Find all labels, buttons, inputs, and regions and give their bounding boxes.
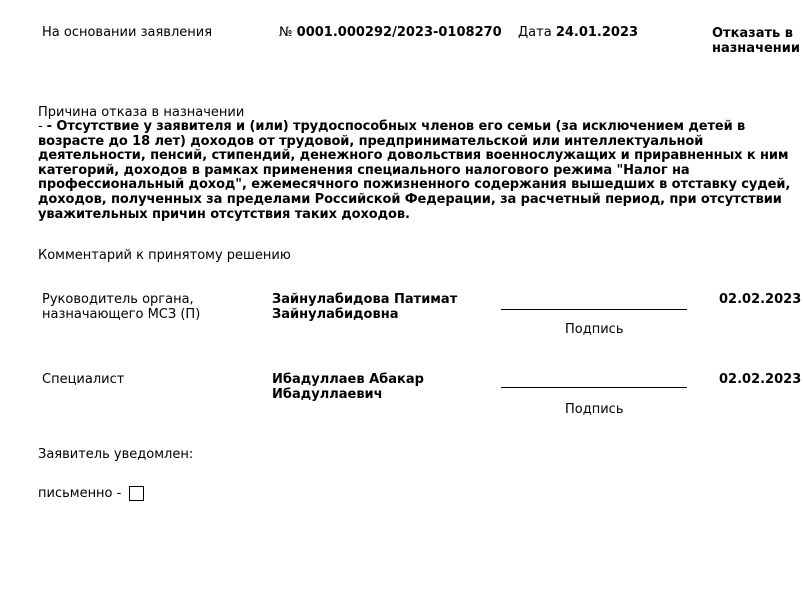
signatory-name-line: Зайнулабидовна (272, 307, 399, 322)
refusal-reason-body: - Отсутствие у заявителя и (или) трудоспособных членов его семьи (за исключением детей в возрасте до 18 лет) доходов от трудовой, предпринимательской или интеллектуальной деятельности, пенсий, стипендий, денежного довольствия военнослужащих и приравненных к ним категорий, доходов в рамках применения специального налогового режима "Налог на профессиональный доход", ежемесячного пожизненного содержания вышедших в отставку судей, доходов, полученных за пределами Российской Федерации, за расчетный период, при отсутствии уважительных причин отсутствия таких доходов. (38, 119, 791, 222)
signature-date: 02.02.2023 (719, 292, 802, 307)
application-basis-label: На основании заявления (42, 25, 213, 40)
decision-comment-label: Комментарий к принятому решению (38, 248, 291, 263)
signature-date: 02.02.2023 (719, 372, 802, 387)
application-number (279, 25, 502, 40)
signatory-name (272, 372, 492, 402)
application-date-value: 24.01.2023 (555, 25, 639, 40)
signature-line (501, 309, 687, 310)
signature-line (501, 387, 687, 388)
written-notification-row (38, 486, 144, 501)
refusal-reason-block (38, 105, 803, 222)
signature-caption: Подпись (565, 402, 624, 417)
written-notification-checkbox[interactable] (129, 486, 144, 501)
signatory-name-line: Ибадуллаевич (272, 387, 383, 402)
signatory-role-line: Специалист (42, 372, 125, 387)
signatory-name (272, 292, 492, 322)
refusal-reason-prefix: - (38, 119, 43, 134)
date-label: Дата (518, 25, 552, 40)
application-date (518, 25, 638, 40)
signatory-role-line: назначающего МСЗ (П) (42, 307, 201, 322)
signatory-role (42, 372, 262, 387)
application-number-value: 0001.000292/2023-0108270 (296, 25, 502, 40)
signatory-name-line: Зайнулабидова Патимат (272, 292, 458, 307)
signature-caption: Подпись (565, 322, 624, 337)
written-notification-label: письменно - (38, 486, 122, 501)
signatory-name-line: Ибадуллаев Абакар (272, 372, 424, 387)
signatory-role (42, 292, 262, 322)
number-prefix: № (279, 25, 293, 40)
signatory-role-line: Руководитель органа, (42, 292, 194, 307)
refusal-reason-text (38, 120, 803, 222)
decision-text: Отказать в назначении (712, 26, 801, 56)
applicant-notified-label: Заявитель уведомлен: (38, 447, 194, 462)
refusal-reason-label: Причина отказа в назначении (38, 105, 245, 120)
